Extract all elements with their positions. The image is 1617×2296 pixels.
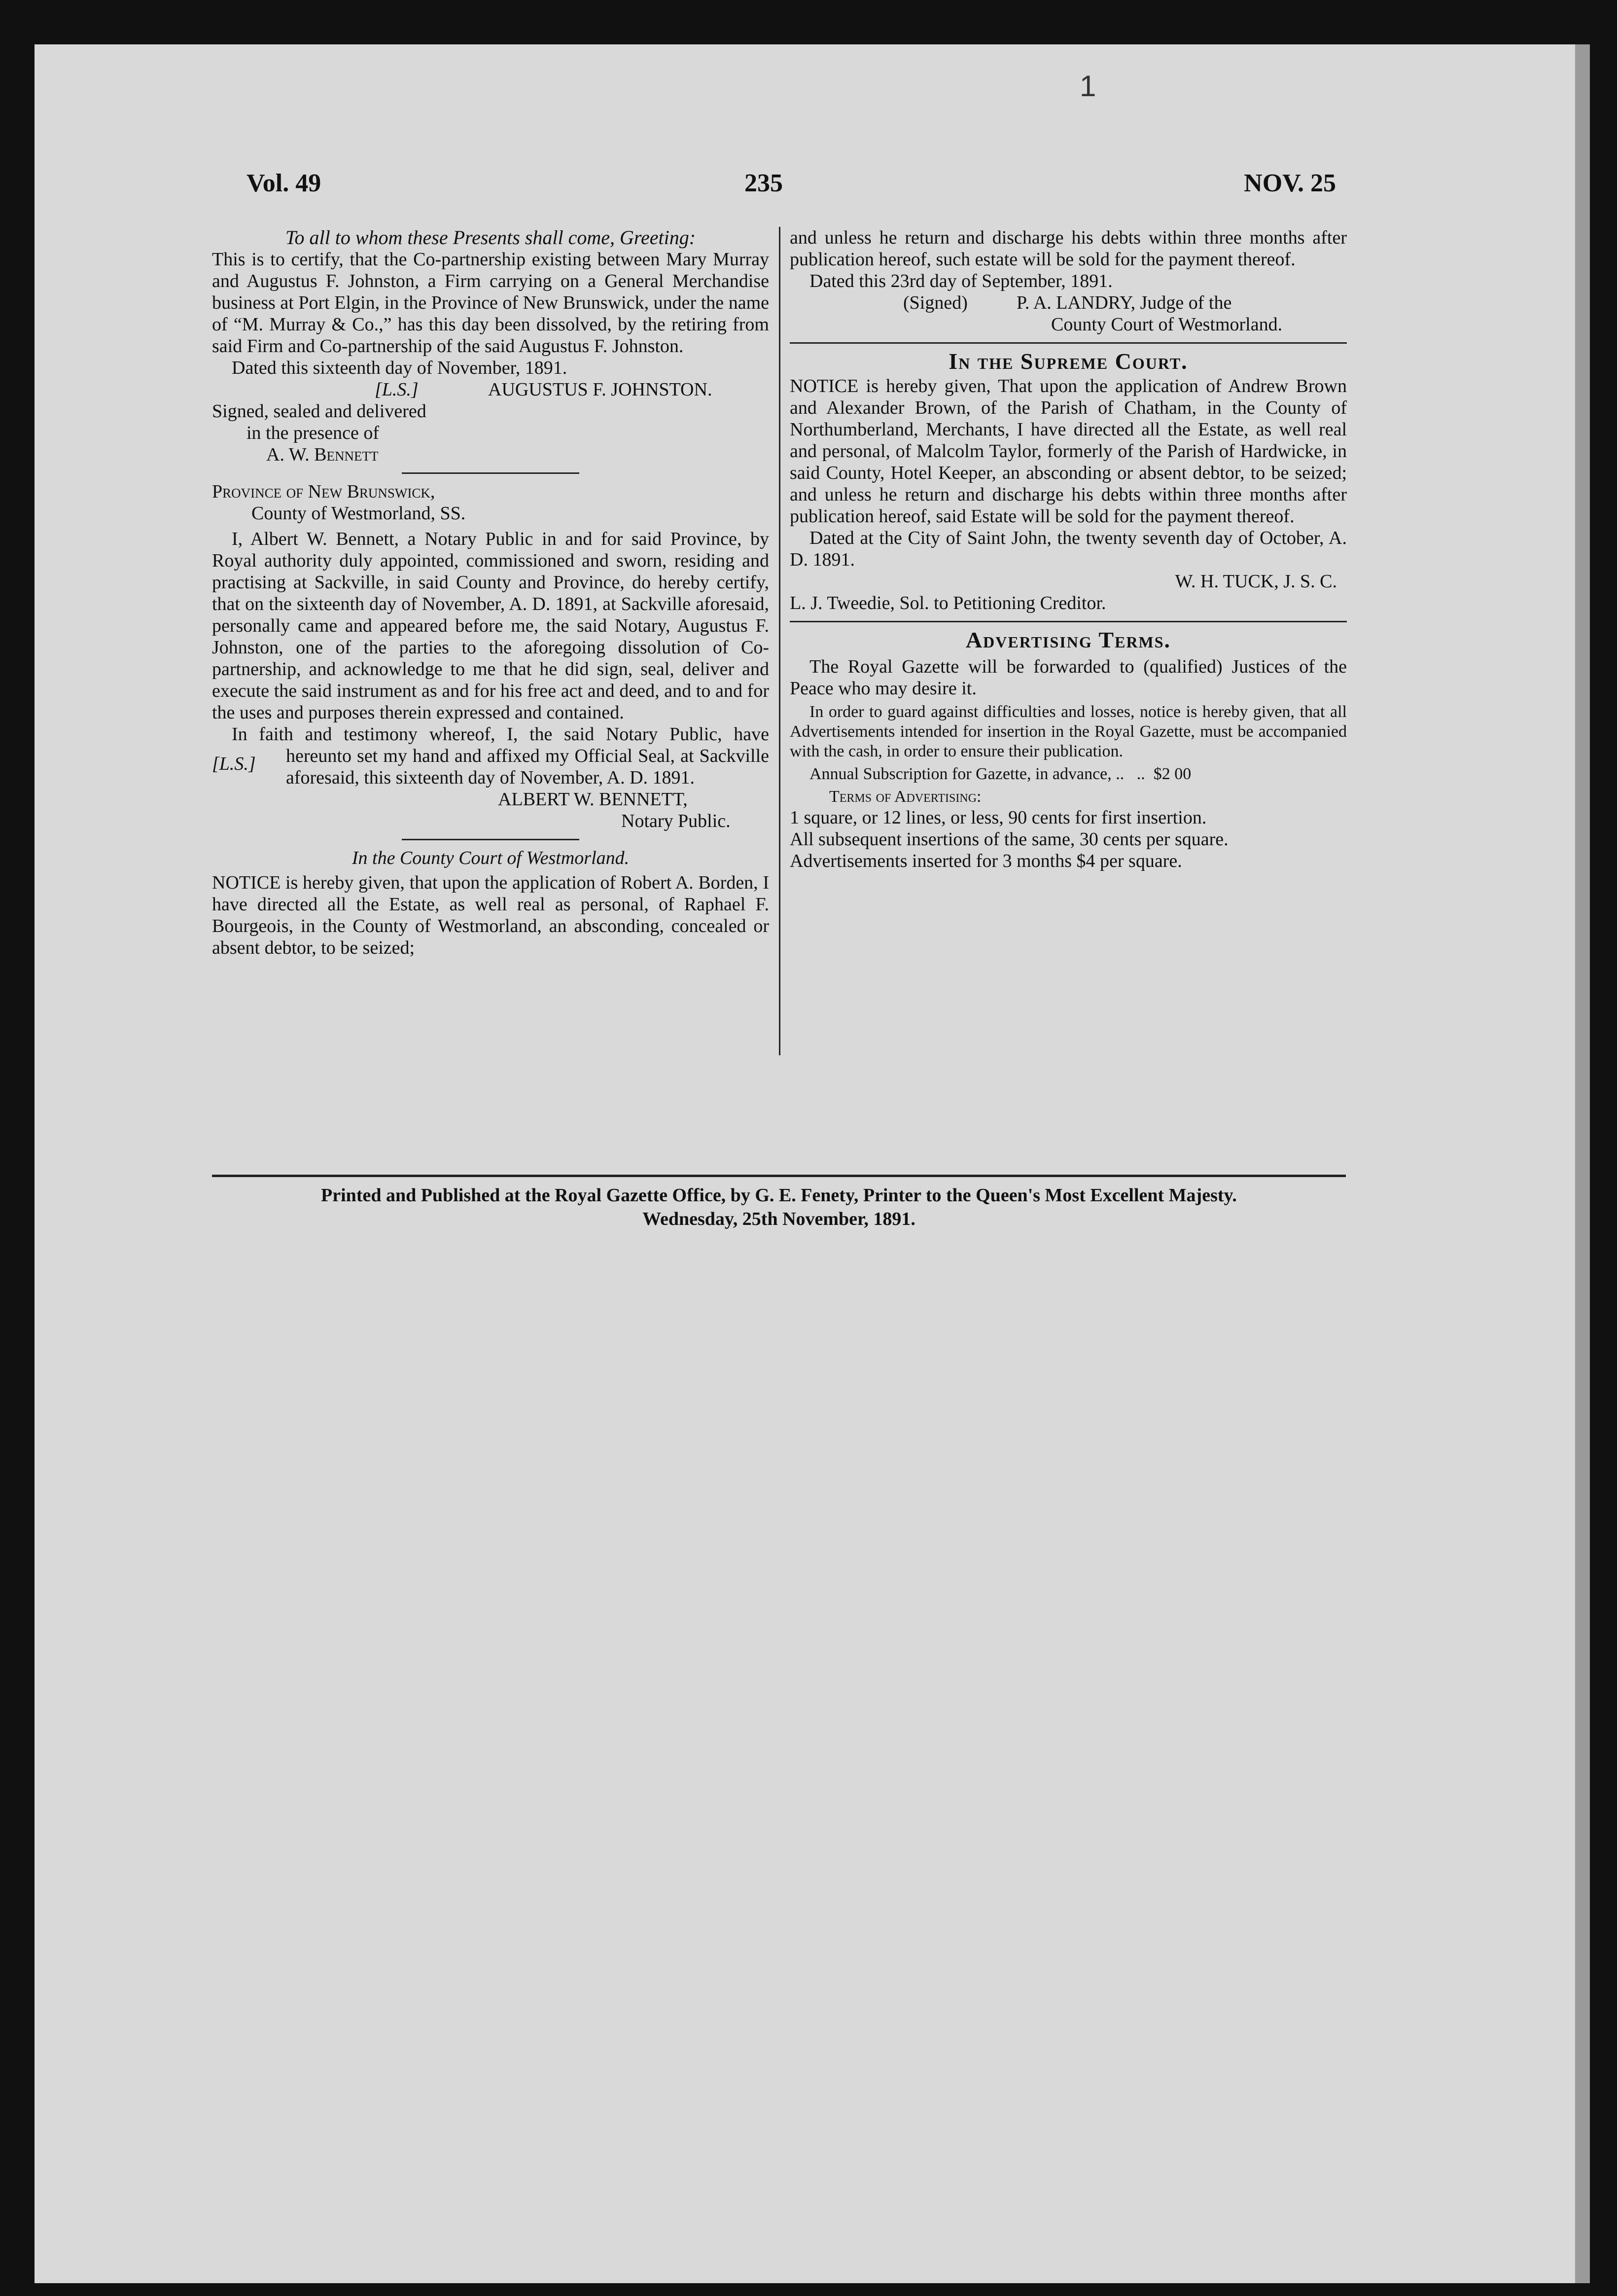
right-column bbox=[790, 227, 1347, 872]
supreme-court-notice: NOTICE is hereby given, That upon the application of Andrew Brown and Alexander Brown, of the Parish of Chatham, in the County of Northumberland, Merchants, I have directed all the Estate, as well real and personal, of Malcolm Taylor, formerly of the Parish of Hardwicke, in said County, Hotel Keeper, an absconding or absent debtor, to be seized; and unless he return and discharge his debts within three months after publication hereof, said Estate will be sold for the payment thereof. bbox=[790, 376, 1347, 527]
publication-date: Wednesday, 25th November, 1891. bbox=[642, 1209, 915, 1229]
borden-notice: NOTICE is hereby given, that upon the application of Robert A. Borden, I have directed all the Estate, as well real as personal, of Raphael F. Bourgeois, in the County of Westmorland, an absconding, concealed or absent debtor, to be seized; bbox=[212, 872, 769, 958]
imprint-line: Printed and Published at the Royal Gazette Office, by G. E. Fenety, Printer to the Queen's Most Excellent Majesty. bbox=[321, 1185, 1237, 1206]
volume-number: Vol. 49 bbox=[246, 169, 321, 197]
seal-mark-2: [L.S.] bbox=[212, 753, 256, 774]
testimony-text: In faith and testimony whereof, I, the said Notary Public, have hereunto set my hand and affixed my Official Seal, at Sackville aforesaid, this sixteenth day of November, A. D. 1891. bbox=[232, 724, 769, 788]
divider bbox=[402, 839, 579, 840]
signed-sealed: Signed, sealed and delivered bbox=[212, 401, 426, 422]
terms-heading: Terms of Advertising: bbox=[829, 788, 982, 806]
dated-line-3: Dated at the City of Saint John, the twenty seventh day of October, A. D. 1891. bbox=[790, 528, 1347, 570]
notary-name: ALBERT W. BENNETT, bbox=[498, 789, 688, 810]
dated-line: Dated this sixteenth day of November, 1891. bbox=[232, 358, 567, 378]
subscription-rate: Annual Subscription for Gazette, in advance, .. .. $2 00 bbox=[809, 765, 1192, 783]
adv-paragraph-2: In order to guard against difficulties and losses, notice is hereby given, that all Advertisements intended for insertion in the Royal Gazette, must be accompanied with the cash, in order to ensure their publication. bbox=[790, 703, 1347, 760]
notice-continuation: and unless he return and discharge his debts within three months after publication hereof, such estate will be sold for the payment thereof. bbox=[790, 227, 1347, 270]
signer-name: AUGUSTUS F. JOHNSTON. bbox=[488, 379, 712, 400]
dated-line-2: Dated this 23rd day of September, 1891. bbox=[809, 271, 1113, 291]
term-1: 1 square, or 12 lines, or less, 90 cents for first insertion. bbox=[790, 807, 1207, 828]
divider bbox=[790, 342, 1347, 344]
left-column bbox=[212, 227, 769, 959]
term-2: All subsequent insertions of the same, 30 cents per square. bbox=[790, 829, 1229, 850]
in-presence: in the presence of bbox=[246, 423, 380, 443]
supreme-court-heading: In the Supreme Court. bbox=[949, 349, 1188, 374]
issue-date: NOV. 25 bbox=[1244, 169, 1336, 197]
page-stamp: 1 bbox=[1080, 70, 1096, 103]
testimony-block bbox=[212, 723, 769, 789]
judge-signature bbox=[790, 292, 1347, 314]
county-line: County of Westmorland, SS. bbox=[251, 503, 466, 524]
seal-mark: [L.S.] bbox=[375, 379, 419, 400]
greeting: To all to whom these Presents shall come, Greeting: bbox=[285, 226, 696, 249]
adv-paragraph-1: The Royal Gazette will be forwarded to (qualified) Justices of the Peace who may desire it. bbox=[790, 656, 1347, 699]
footer-rule bbox=[212, 1175, 1346, 1177]
footer bbox=[212, 1184, 1346, 1231]
page-edge bbox=[1575, 44, 1590, 2283]
dissolution-notice: This is to certify, that the Co-partnership existing between Mary Murray and Augustus F. Johnston, a Firm carrying on a General Merchandise business at Port Elgin, in the Province of New Brunswick, under the name of “M. Murray & Co.,” has this day been dissolved, by the retiring from said Firm and Co-partnership of the said Augustus F. Johnston. bbox=[212, 249, 769, 357]
signature-line bbox=[212, 379, 769, 400]
notary-affidavit: I, Albert W. Bennett, a Notary Public in and for said Province, by Royal authority duly appointed, commissioned and sworn, residing and practising at Sackville, in said County and Province, do hereby certify, that on the sixteenth day of November, A. D. 1891, at Sackville aforesaid, personally came and appeared before me, the said Notary, Augustus F. Johnston, one of the parties to the aforegoing dissolution of Co-partnership, and acknowledge to me that he did sign, seal, deliver and execute the said instrument as and for his free act and deed, and to and for the uses and purposes therein expressed and contained. bbox=[212, 529, 769, 723]
province-line: Province of New Brunswick, bbox=[212, 481, 435, 502]
page-header bbox=[212, 168, 1346, 197]
judge-tuck: W. H. TUCK, J. S. C. bbox=[1175, 571, 1337, 592]
notary-title: Notary Public. bbox=[621, 811, 731, 831]
judge-line-1: P. A. LANDRY, Judge of the bbox=[1017, 292, 1232, 313]
column-divider bbox=[779, 227, 780, 1055]
county-court-heading: In the County Court of Westmorland. bbox=[352, 848, 630, 868]
divider bbox=[402, 472, 579, 474]
signed-label: (Signed) bbox=[903, 292, 968, 313]
divider bbox=[790, 621, 1347, 622]
judge-line-2: County Court of Westmorland. bbox=[1051, 314, 1283, 335]
advertising-heading: Advertising Terms. bbox=[965, 627, 1171, 652]
page-number: 235 bbox=[744, 169, 783, 197]
term-3: Advertisements inserted for 3 months $4 per square. bbox=[790, 851, 1182, 871]
solicitor-line: L. J. Tweedie, Sol. to Petitioning Creditor. bbox=[790, 593, 1106, 613]
witness-name: A. W. Bennett bbox=[266, 444, 379, 465]
witness-block bbox=[212, 400, 769, 466]
